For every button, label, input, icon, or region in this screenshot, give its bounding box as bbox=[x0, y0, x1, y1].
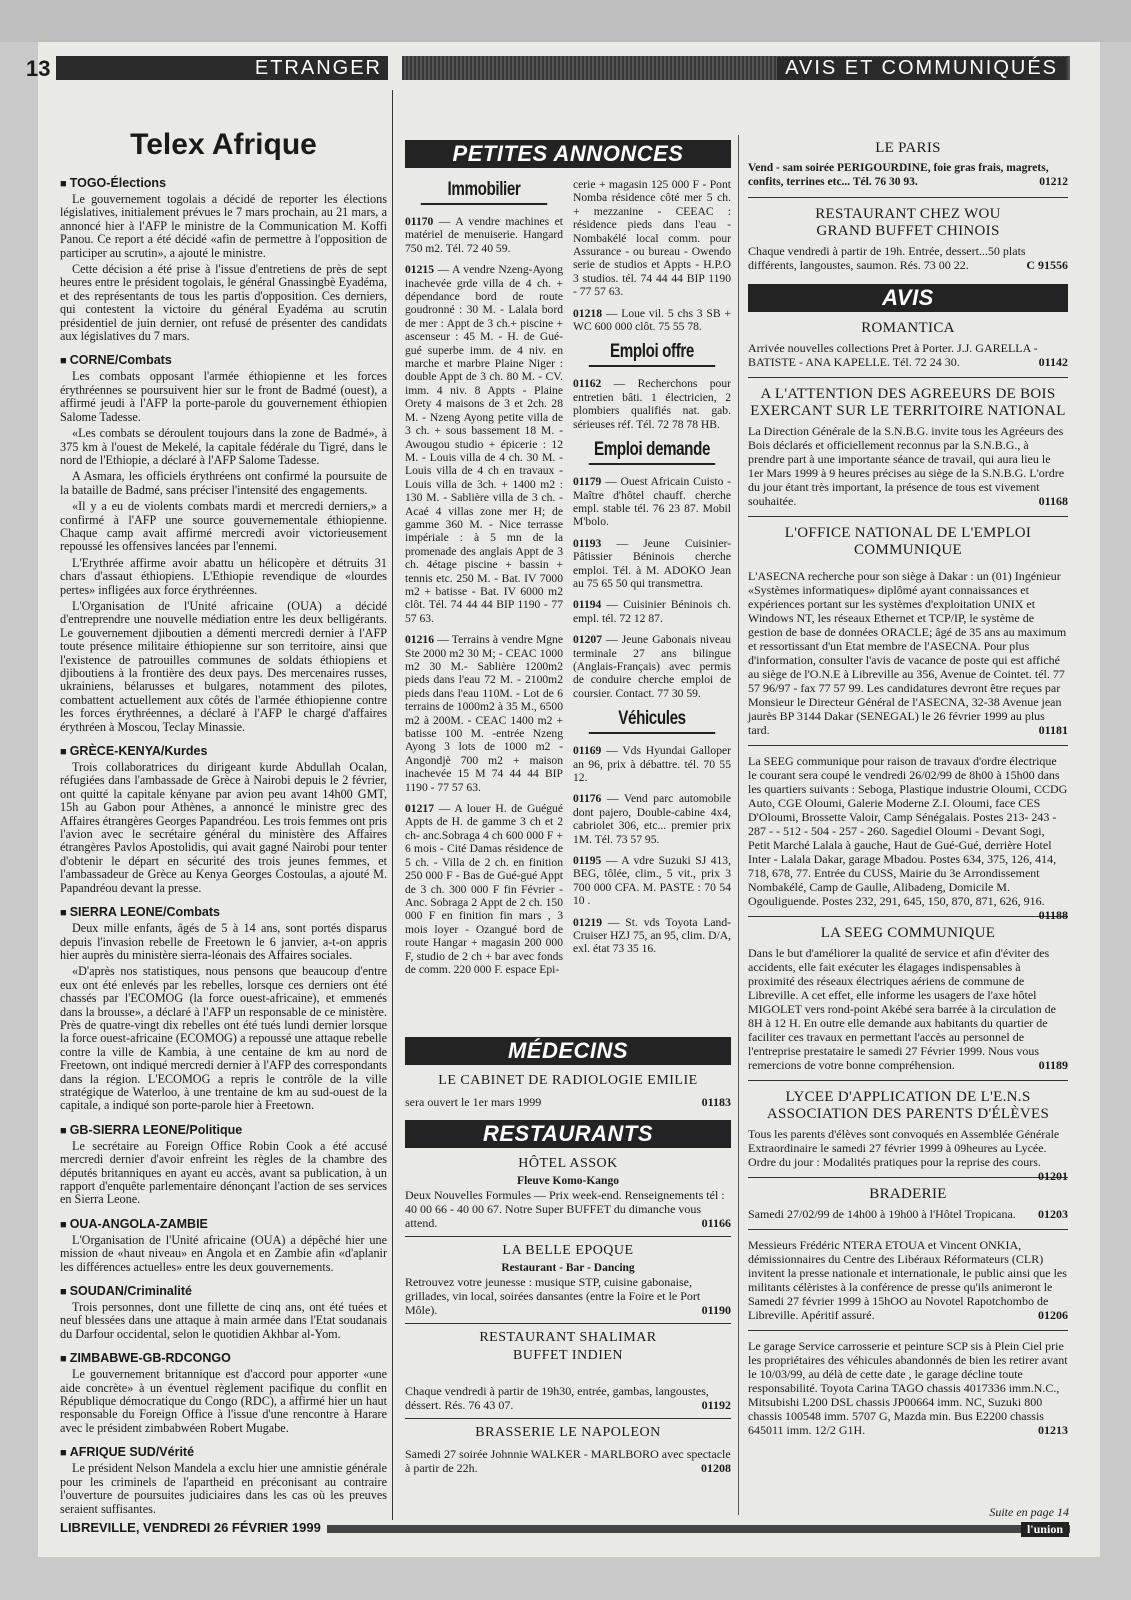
napoleon-title: BRASSERIE LE NAPOLEON bbox=[475, 1425, 661, 1440]
wou-title: RESTAURANT CHEZ WOU bbox=[815, 206, 1001, 222]
list-item bbox=[573, 792, 731, 846]
restaurants-banner: RESTAURANTS bbox=[405, 1120, 731, 1148]
notice-text: Messieurs Frédéric NTERA ETOUA et Vincent ONKIA, démissionnaires du Centre des Libéraux Réformateurs (CLR) invitent la presse nationale et internationale, le public ainsi que les militants célèristes à la conférence de presse qu'ils animeront le Samedi 27 février 1999 à 15hOO au Novotel Rapotchombo de Libreville. Apéritif assuré. bbox=[748, 1238, 1067, 1322]
ad-number: 01218 bbox=[573, 306, 602, 320]
notice-text: Arrivée nouvelles collections Pret à Porter. J.J. GARELLA - BATISTE - ANA KAPELLE. Tél. 72 24 30. bbox=[748, 341, 1038, 369]
telex-paragraph: Deux mille enfants, âgés de 5 à 14 ans, sont portés disparus depuis l'invasion rebelle de Freetown le 6 janvier, a-t-on appris hier auprès du ministère sierra-léonais des Affaires sociales. bbox=[60, 921, 387, 962]
ad-number: 01194 bbox=[573, 598, 602, 612]
petites-annonces-banner bbox=[405, 140, 731, 168]
vehicules-list bbox=[573, 744, 731, 956]
ref-number: 01168 bbox=[1038, 494, 1068, 508]
ad-number: 01179 bbox=[573, 475, 602, 489]
telex-paragraph: Le président Nelson Mandela a exclu hier une amnistie générale pour les criminels de l'apartheid en préconisant au contraire l'ouverture de poursuites judiciaires dans les cas où les preuves seraient suffisantes. bbox=[60, 1461, 387, 1516]
wou-text bbox=[748, 244, 1068, 272]
telex-paragraph: Le gouvernement britannique est d'accord pour apporter «une aide concrète» à un éventuel règlement pacifique du conflit en République démocratique du Congo (RDC), a affirmé hier un haut responsable du Foreign Office à l'issue d'une rencontre à Harare avec le président zimbabwéen Robert Mugabe. bbox=[60, 1367, 387, 1435]
telex-afrique-column bbox=[60, 90, 387, 1526]
one-subtitle: COMMUNIQUE bbox=[854, 542, 962, 558]
notice-text: Tous les parents d'élèves sont convoqués en Assemblée Générale Extraordinaire le samedi 27 février 1999 à 09heures au Lycée. Ordre du jour : Modalités pratiques pour la reprise des cours. bbox=[748, 1127, 1060, 1169]
notice-text: Chaque vendredi à partir de 19h. Entrée, dessert...50 plats différents, langoustes, saumon. Rés. 73 00 22. bbox=[748, 244, 1026, 272]
annonces-col-a bbox=[405, 175, 563, 984]
list-item bbox=[405, 215, 563, 255]
section-label-avis: AVIS ET COMMUNIQUÉS bbox=[777, 57, 1066, 80]
annonces-col-b bbox=[573, 178, 731, 964]
list-item bbox=[405, 802, 563, 976]
ad-text: — Jeune Gabonais niveau terminale 27 ans bilingue (Anglais-Français) avec permis de conduire cherche emploi de coursier. Contact. 77 30 59. bbox=[573, 633, 731, 700]
immobilier-list bbox=[405, 215, 563, 976]
lycee-subtitle: ASSOCIATION DES PARENTS D'ÉLÈVES bbox=[766, 1106, 1050, 1122]
napoleon-text bbox=[405, 1447, 731, 1475]
list-item bbox=[573, 537, 731, 591]
telex-section-title: ■ GB-SIERRA LEONE/Politique bbox=[60, 1123, 387, 1137]
ad-text: — Jeune Cuisinier-Pâtissier Béninois cherche emploi. Tél. à M. ADOKO Jean au 75 65 50 qui transmettra. bbox=[573, 536, 731, 590]
clr-text bbox=[748, 1238, 1068, 1322]
braderie-title: BRADERIE bbox=[869, 1186, 947, 1202]
telex-section bbox=[60, 744, 387, 895]
shalimar-text bbox=[405, 1384, 731, 1412]
telex-section bbox=[60, 176, 387, 343]
category-emploi-demande: Emploi demande bbox=[589, 439, 715, 465]
ad-text: — Terrains à vendre Mgne Ste 2000 m2 30 M; - CEAC 1000 m2 30 M.- Sablière 1200m2 pieds dans l'eau 72 M. - 2100m2 pieds dans l'eau 110M. - Lot de 6 terrains de 1000m2 à 35 M., 6500 m2 à 200M. - CEAC 1400 m2 + batisse 100 M. -entrée Nzeng Ayong 3 lots de 1000 m2 - Angondjè 700 m2 + maison inachevée 15 M 74 44 44 BIP 1190 - 77 57 63. bbox=[405, 633, 563, 794]
belle-epoque-subtitle: Restaurant - Bar - Dancing bbox=[501, 1262, 635, 1274]
emploi-offre-list bbox=[573, 377, 731, 431]
section-header-left bbox=[56, 56, 388, 80]
notice-text: Retrouvez votre jeunesse : musique STP, cuisine gabonaise, grillades, vin local, soirées dansantes (entre la Foire et le Port Môle). bbox=[405, 1275, 701, 1317]
telex-section-title: ■ TOGO-Élections bbox=[60, 176, 387, 190]
list-item: cerie + magasin 125 000 F - Pont Nomba résidence côté mer 5 ch. + mezzanine - CEEAC : résidence pieds dans l'eau - Nombakélé local comm. pour Assurance - ou bureau - Owendo serie de studios et Appts - H.P.O 3 studios. tél. 74 44 44 BIP 1190 - 77 57 63. bbox=[573, 178, 731, 299]
belle-epoque-title: LA BELLE EPOQUE bbox=[502, 1243, 634, 1258]
ref-number: 01192 bbox=[701, 1398, 731, 1412]
dateline: LIBREVILLE, VENDREDI 26 FÉVRIER 1999 bbox=[60, 1520, 327, 1535]
divider bbox=[748, 745, 1068, 746]
list-item bbox=[573, 916, 731, 956]
braderie-text bbox=[748, 1207, 1068, 1221]
restaurants-section bbox=[405, 1120, 731, 1475]
list-item bbox=[573, 377, 731, 431]
divider bbox=[748, 377, 1068, 378]
ad-text: — A vendre machines et matériel de menuiserie. Hangard 750 m2. Tél. 72 40 59. bbox=[405, 215, 563, 255]
telex-section-title: ■ ZIMBABWE-GB-RDCONGO bbox=[60, 1351, 387, 1365]
continued-label: Suite en page 14 bbox=[989, 1505, 1069, 1519]
ad-text: — A louer H. de Guégué Appts de H. de gamme 3 ch et 2 ch- anc.Sobraga 4 ch 600 000 F + 6 mois - Cité Damas résidence de 5 ch. - Villa de 2 ch. en finition 250 000 F - Bas de Gué-gué Appt de 3 ch. 300 000 F fin Février - Anc. Sobraga 2 Appt de 2 ch. 150 000 F en finition fin mars , 3 mois loyer - Ozangué bord de route Hangar + magasin 200 000 F, studio de 2 ch + bar avec fonds de comm. 220 000 F. espace Epi- bbox=[405, 802, 563, 976]
footer-rule bbox=[250, 1525, 1070, 1533]
one-title: L'OFFICE NATIONAL DE L'EMPLOI bbox=[784, 525, 1032, 541]
telex-paragraph: «Il y a eu de violents combats mardi et mercredi derniers,» a confirmé à l'AFP une source gouvernementale éthiopienne. Chaque camp avait affirmé mercredi avoir victorieusement repoussé les offensives lancées par l'ennemi. bbox=[60, 499, 387, 554]
list-item bbox=[405, 633, 563, 794]
scan-margin bbox=[0, 0, 1131, 42]
divider bbox=[748, 1330, 1068, 1331]
telex-paragraph: «Les combats se déroulent toujours dans la zone de Badmé», à 375 km à l'ouest de Mekelé, la capitale fédérale du Tigré, dans le nord de l'Ethiopie, a déclaré à l'AFP Salome Tadesse. bbox=[60, 426, 387, 467]
seeg-elagage-text bbox=[748, 946, 1068, 1072]
romantica-text bbox=[748, 341, 1068, 369]
list-item bbox=[573, 598, 731, 625]
avis-column bbox=[748, 140, 1068, 1437]
telex-paragraph: Cette décision a été prise à l'issue d'entretiens de près de sept heures entre le président togolais, le général Gnassingbè Eyadéma, et des représentants de tous les partis d'opposition. Ces derniers, qui contestent la victoire du général Eyadéma au scrutin présidentiel de juin dernier, ont refusé de présenter des candidats aux législatives du 7 mars. bbox=[60, 262, 387, 344]
ref-number: 01208 bbox=[701, 1461, 731, 1475]
page-number: 13 bbox=[26, 56, 51, 81]
ad-number: 01162 bbox=[573, 377, 602, 391]
assok-subtitle: Fleuve Komo-Kango bbox=[517, 1175, 619, 1187]
ad-text: — Vds Hyundai Galloper an 96, prix à débattre. tél. 70 55 12. bbox=[573, 744, 731, 784]
telex-paragraph: «D'après nos statistiques, nous pensons que beaucoup d'entre eux ont été enlevés par les rebelles, lorsque ces derniers ont été chassés par l'ECOMOG (la force ouest-africaine), et emmenés dans la brousse», a déclaré à l'AFP un responsable de ce ministère. Près de quatre-vingt dix rebelles ont été tués lundi dernier lorsque la force ouest-africaine (ECOMOG) a repoussé une attaque rebelle contre la ville de Kambia, à une centaine de km au nord de Freetown, ont indiqué mercredi dernier à l'AFP des correspondants dans la région. L'ECOMOG a repris le contrôle de la ville stratégique de Waterloo, à une trentaine de km au sud-ouest de la capitale, a indiqué son porte-parole hier à Freetown. bbox=[60, 964, 387, 1113]
category-emploi-offre: Emploi offre bbox=[589, 341, 715, 367]
divider bbox=[405, 1323, 731, 1324]
ref-number: 01190 bbox=[701, 1303, 731, 1317]
ad-number: 01193 bbox=[573, 536, 602, 550]
telex-section bbox=[60, 1351, 387, 1435]
le-paris-text bbox=[748, 161, 1068, 189]
garage-text bbox=[748, 1339, 1068, 1437]
notice-text: La SEEG communique pour raison de travaux d'ordre électrique le courant sera coupé le vendredi 26/02/99 de 8h00 à 15h00 dans les quartiers suivants : Seboga, Plastique industrie Oloumi, CCDG Auto, CGE Oloumi, Galerie Moderne Z.I. Oloumi, face CES D'Oloumi, Brossette Valoir, Camp Sénégalais. Postes 213- 243 - 287 - - 512 - 504 - 257 - 260. Sagediel Oloumi - Devant Sogi, Petit Marché Lalala à gauche, Haut de Gué-Gué, derrière Hotel Inter - Lalala Dakar, garage Mbadou. Postes 634, 375, 126, 414, 718, 678, 77. Entrée du CUSS, Mairie du 3e Arrondissement Nombakélé, Camp de Gaulle, Alibadeng, Domicile M. Ogouliguende. Postes 232, 291, 645, 150, 870, 871, 626, 916. bbox=[748, 754, 1068, 908]
notice-text: Deux Nouvelles Formules — Prix week-end. Renseignements tél : 40 00 66 - 40 00 67. Notre Super BUFFET du dimanche vous attend. bbox=[405, 1188, 725, 1230]
ref-number: 01142 bbox=[1038, 355, 1068, 369]
telex-section bbox=[60, 1217, 387, 1274]
category-vehicules: Véhicules bbox=[589, 708, 715, 734]
lycee-text bbox=[748, 1127, 1068, 1183]
ref-number: C 91556 bbox=[1026, 258, 1068, 272]
telex-paragraph: L'Erythrée affirme avoir abattu un hélicopère et détruits 31 chars d'assaut éthiopiens. L'Ethiopie revendique de «lourdes pertes» infligées aux force érythréennes. bbox=[60, 555, 387, 597]
radiologie-title: LE CABINET DE RADIOLOGIE EMILIE bbox=[438, 1073, 698, 1088]
telex-section bbox=[60, 353, 387, 734]
le-paris-title: LE PARIS bbox=[875, 140, 941, 156]
ref-number: 01206 bbox=[1038, 1308, 1068, 1322]
ad-text: — A vdre Suzuki SJ 413, BEG, tôlée, clim., 5 vit., prix 3 700 000 CFA. M. PASTE : 70 54 10 . bbox=[573, 854, 731, 908]
avis-banner: AVIS bbox=[748, 284, 1068, 312]
list-item bbox=[573, 633, 731, 700]
newspaper-logo: l'union bbox=[1021, 1522, 1069, 1537]
ad-number: 01170 bbox=[405, 215, 434, 228]
column-divider bbox=[392, 90, 393, 1520]
ref-number: 01212 bbox=[1039, 176, 1068, 188]
telex-section bbox=[60, 1445, 387, 1516]
ad-text: — Cuisinier Béninois ch. empl. tél. 72 12 87. bbox=[573, 598, 731, 625]
telex-section-title: ■ SOUDAN/Criminalité bbox=[60, 1284, 387, 1298]
list-item bbox=[573, 475, 731, 529]
ad-number: 01215 bbox=[405, 263, 434, 277]
ad-text: — Ouest Africain Cuisto -Maître d'hôtel chauff. cherche empl. stable tél. 76 23 87. Mobil M'bolo. bbox=[573, 475, 731, 529]
medecins-banner: MÉDECINS bbox=[405, 1037, 731, 1065]
footer bbox=[60, 1522, 1070, 1536]
notice-text: L'ASECNA recherche pour son siège à Dakar : un (01) Ingénieur «Systèmes informatiques» diplômé ayant connaissances et expériences portant sur les systèmes d'exploitation UNIX et Windows NT, les réseaux Ethernet et TCP/IP, le système de gestion de base de données ORACLE; âgé de 35 ans au maximum et ressortissant d'un Etat membre de l'ASECNA. Pour plus d'information, consulter l'avis de vacance de poste qui est affiché au siège de l'O.N.E à Libreville au 356, Avenue de Cointet. tél. 77 57 96/97 - fax 77 57 99. Les candidatures devront être reçues par Monsieur le Directeur Général de l'ASECNA, 32-38 Avenue jean jaurès BP 3144 Dakar (SENEGAL) le 26 février 1999 au plus tard. bbox=[748, 569, 1067, 737]
ref-number: 01213 bbox=[1038, 1423, 1068, 1437]
telex-paragraph: A Asmara, les officiels érythréens ont confirmé la poursuite de la bataille de Badmé, sans préciser l'intensité des engagements. bbox=[60, 469, 387, 497]
telex-section-title: ■ GRÈCE-KENYA/Kurdes bbox=[60, 744, 387, 758]
bois-text bbox=[748, 424, 1068, 508]
ad-text: — St. vds Toyota Land-Cruiser HZJ 75, an 95, clim. D/A, exl. état 73 35 16. bbox=[573, 915, 731, 956]
telex-sections bbox=[60, 176, 387, 1516]
notice-text: sera ouvert le 1er mars 1999 bbox=[405, 1095, 542, 1109]
list-item bbox=[573, 744, 731, 784]
seeg-title: LA SEEG COMMUNIQUE bbox=[820, 925, 996, 941]
divider bbox=[748, 1177, 1068, 1178]
section-label-etranger: ETRANGER bbox=[254, 57, 382, 79]
belle-epoque-text bbox=[405, 1275, 731, 1317]
ad-number: 01216 bbox=[405, 633, 434, 647]
telex-paragraph: Trois personnes, dont une fillette de cinq ans, ont été tuées et neuf blessées dans une attaque à main armée dans l'Etat soudanais du Darfour occidental, selon le quotidien Akhbar al-Yom. bbox=[60, 1300, 387, 1341]
assok-title: HÔTEL ASSOK bbox=[518, 1156, 618, 1171]
telex-section bbox=[60, 1284, 387, 1341]
ad-text: — A vendre Nzeng-Ayong inachevée grde villa de 4 ch. + dépendance bord de route goudronné : 30 M. - Lalala bord de mer : Appt de 3 ch.+ piscine + ascenseur : 45 M. - H. de Gué-gué superbe imm. de 4 niv. en marche et marbre Plaine Niger : double Appt de 3 ch. 80 M. - CV. imm. 4 niv. 8 Appts - Plaine Orety 4 maisons de 3 et 2ch. 28 M. - Nzeng Ayong petite villa de 3 ch. + sous bassement 18 M. - Awougou studio + épicerie : 12 M. - Louis villa de 4 ch. 30 M. - Louis villa de 4 ch en travaux - Louis villa de 3ch. + 1400 m2 : 130 M. - Sablière villa de 3 ch. - Acaé 4 villas zone mer H; de gamme 360 M. - Nice terrasse impériale : à 5 mn de la promenade des anglais Appt de 3 ch. 4étage piscine + bassin + tennis etc. 250 M. - Bat. IV 7000 m2 + batisse - Bat. IV 6000 m2 clôt. Tél. 74 44 44 BIP 1190 - 77 57 63. bbox=[405, 263, 563, 625]
category-immobilier: Immobilier bbox=[421, 179, 547, 205]
ad-text: — Loue vil. 5 chs 3 SB + WC 600 000 clôt. 75 55 78. bbox=[573, 306, 731, 334]
assok-text bbox=[405, 1188, 731, 1230]
ref-number: 01201 bbox=[1038, 1169, 1068, 1183]
telex-paragraph: Les combats opposant l'armée éthiopienne et les forces érythréennes se poursuivent hier sur le front de Badmé (ouest), a affirmé jeudi à l'AFP la porte-parole du gouvernement éthiopien Salome Tadesse. bbox=[60, 369, 387, 424]
lycee-title: LYCEE D'APPLICATION DE L'E.N.S bbox=[785, 1089, 1031, 1105]
ad-text: — Vend parc automobile dont pajero, Double-cabine 4x4, cabriolet 306, etc... premier prix 1M. Tél. 73 57 95. bbox=[573, 792, 731, 846]
telex-paragraph: Le gouvernement togolais a décidé de reporter les élections législatives, initialement prévues le 7 mars prochain, au 21 mars, a annoncé hier à l'AFP le ministre de la Communication M. Koffi Panou. Ce report a été décidé «afin de permettre à l'opposition de participer au scrutin», a ajouté le ministre. bbox=[60, 192, 387, 260]
ref-number: 01181 bbox=[1038, 723, 1068, 737]
ad-text: — Recherchons pour entretien bâti. 1 électricien, 2 plombiers qualifiés nat. gab. sérieuses réf. Tél. 72 78 78 HB. bbox=[573, 377, 731, 431]
bois-title: A L'ATTENTION DES AGREEURS DE BOIS EXERCANT SUR LE TERRITOIRE NATIONAL bbox=[750, 386, 1066, 419]
ref-number: 01183 bbox=[701, 1095, 731, 1109]
notice-text: Vend - sam soirée PERIGOURDINE, foie gras frais, magrets, confits, terrines etc... Tél. 76 30 93. bbox=[748, 162, 1049, 188]
ref-number: 01188 bbox=[1038, 908, 1068, 922]
telex-section-title: ■ AFRIQUE SUD/Vérité bbox=[60, 1445, 387, 1459]
shalimar-title: RESTAURANT SHALIMAR bbox=[479, 1330, 657, 1345]
ref-number: 01166 bbox=[701, 1216, 731, 1230]
list-item bbox=[573, 307, 731, 334]
wou-subtitle: GRAND BUFFET CHINOIS bbox=[816, 223, 1000, 239]
divider bbox=[748, 197, 1068, 198]
telex-section-title: ■ OUA-ANGOLA-ZAMBIE bbox=[60, 1217, 387, 1231]
divider bbox=[748, 916, 1068, 917]
column-divider bbox=[738, 135, 739, 1515]
telex-section bbox=[60, 1123, 387, 1207]
notice-text: Dans le but d'améliorer la qualité de service et afin d'éviter des accidents, elle fait exécuter les élagages indispensables à proximité des réseaux électriques aériens de commune de Libreville. A cet effet, elle informe les usagers de l'axe hôtel MIGOLET vers rond-point Akébé sera barrée à la circulation de 8H à 12 H. En outre elle demande aux habitants du quartier de faciliter ces travaux en permettant l'accès au personnel de l'entreprise prestataire le samedi 27 Février 1999. Nous vous remercions de votre bonne compréhension. bbox=[748, 946, 1056, 1072]
ad-number: 01219 bbox=[573, 915, 602, 929]
ad-number: 01195 bbox=[573, 854, 602, 868]
telex-paragraph: Trois collaboratrices du dirigeant kurde Abdullah Ocalan, réfugiées dans l'ambassade de Grèce à Nairobi depuis le 2 février, ont quitté la capitale kényane par avion peu avant 14h00 GMT, 15h au Gabon pour Athènes, a annoncé le ministre grec des Affaires étrangères Georges Papandréou. Les trois femmes ont pris l'avion avec le secrétaire général du ministère des Affaires étrangères Pavlos Apostolidis, qui avait gagné Nairobi pour tenter d'obtenir le départ en sécurité des trois jeunes femmes, et l'ambassadeur de Grèce au Kenya Georges Costoulas, a ajouté M. Papandréou devant la presse. bbox=[60, 760, 387, 895]
divider bbox=[405, 1236, 731, 1237]
shalimar-subtitle: BUFFET INDIEN bbox=[512, 1348, 624, 1363]
emploi-demande-list bbox=[573, 475, 731, 700]
ad-number: 01217 bbox=[405, 802, 434, 816]
romantica-title: ROMANTICA bbox=[861, 320, 955, 336]
telex-paragraph: Le secrétaire au Foreign Office Robin Cook a été accusé mercredi dernier d'avoir enfreint les règles de la chambre des députés britanniques en ayant eu accès, avant sa publication, à un rapport d'enquête parlementaire dénonçant l'action de ses services en Sierra Leone. bbox=[60, 1138, 387, 1207]
list-item bbox=[405, 263, 563, 625]
telex-title: Telex Afrique bbox=[130, 128, 317, 161]
ad-number: 01176 bbox=[573, 792, 602, 806]
telex-section-title: ■ CORNE/Combats bbox=[60, 353, 387, 367]
notice-text: La Direction Générale de la S.N.B.G. invite tous les Agréeurs des Bois déclarés et officiellement reconnus par la S.N.B.G., à prendre part à une importante séance de travail, qui aura lieu le 1er Mars 1999 à 9 heures précises au siège de la S.N.B.G. L'ordre du jour étant très important, la présence de tous est vivement souhaitée. bbox=[748, 424, 1065, 508]
ref-number: 01203 bbox=[1038, 1207, 1068, 1221]
divider bbox=[748, 1080, 1068, 1081]
one-text bbox=[748, 569, 1068, 737]
divider bbox=[748, 1229, 1068, 1230]
telex-section bbox=[60, 905, 387, 1113]
ad-number: 01207 bbox=[573, 633, 602, 647]
notice-text: Chaque vendredi à partir de 19h30, entrée, gambas, langoustes, déssert. Rés. 76 43 07. bbox=[405, 1384, 709, 1412]
radiologie-text bbox=[405, 1095, 731, 1109]
seeg-coupure-text bbox=[748, 754, 1068, 922]
ref-number: 01189 bbox=[1038, 1058, 1068, 1072]
list-item bbox=[573, 854, 731, 908]
telex-paragraph: L'Organisation de l'Unité africaine (OUA) a décidé d'entreprendre une nouvelle médiation entre les deux belligérants. Le gouvernement djiboutien a démenti mercredi dernier à l'AFP toute présence militaire éthiopienne sur son territoire, ainsi que l'existence de patrouilles communes de soldats éthiopiens et djiboutiens à la frontière des deux pays. Des mercenaires russes, ukrainiens, bélarusses et bulgares, notamment des pilotes, combattent actuellement aux côtés de l'armée éthiopienne contre les forces érythréennes, a déclaré à l'AFP le chargé d'affaires érythréen à Moscou, Teclay Minassie. bbox=[60, 598, 387, 734]
notice-text: Samedi 27 soirée Johnnie WALKER - MARLBORO avec spectacle à partir de 22h. bbox=[405, 1447, 731, 1475]
notice-text: Le garage Service carrosserie et peinture SCP sis à Plein Ciel prie les propriétaires des véhicules abandonnés de bien les retirer avant le 10/03/99, au délà de cette date , le garage décline toute responsabilité. Toyota Carina TAGO chassis 4017336 imm.N.C., Mitsubishi L200 DSL chassis JP00664 imm. NC, Suzuki 800 chassis 100548 imm. 5707 G, Mazda min. Bus E2200 chassis 645011 imm. 12/2 G1H. bbox=[748, 1339, 1068, 1437]
telex-section-title: ■ SIERRA LEONE/Combats bbox=[60, 905, 387, 919]
telex-paragraph: L'Organisation de l'Unité africaine (OUA) a dépêché hier une mission de «haut niveau» en Angola et en Zambie afin «d'aplanir les différences actuelles» entre les deux gouvernements. bbox=[60, 1232, 387, 1274]
divider bbox=[748, 516, 1068, 517]
petites-annonces-title: PETITES ANNONCES bbox=[405, 140, 731, 168]
ad-number: 01169 bbox=[573, 744, 602, 758]
medecins-section bbox=[405, 1037, 731, 1109]
notice-text: Samedi 27/02/99 de 14h00 à 19h00 à l'Hôtel Tropicana. bbox=[748, 1207, 1016, 1221]
divider bbox=[405, 1418, 731, 1419]
section-header-right bbox=[402, 56, 1070, 80]
